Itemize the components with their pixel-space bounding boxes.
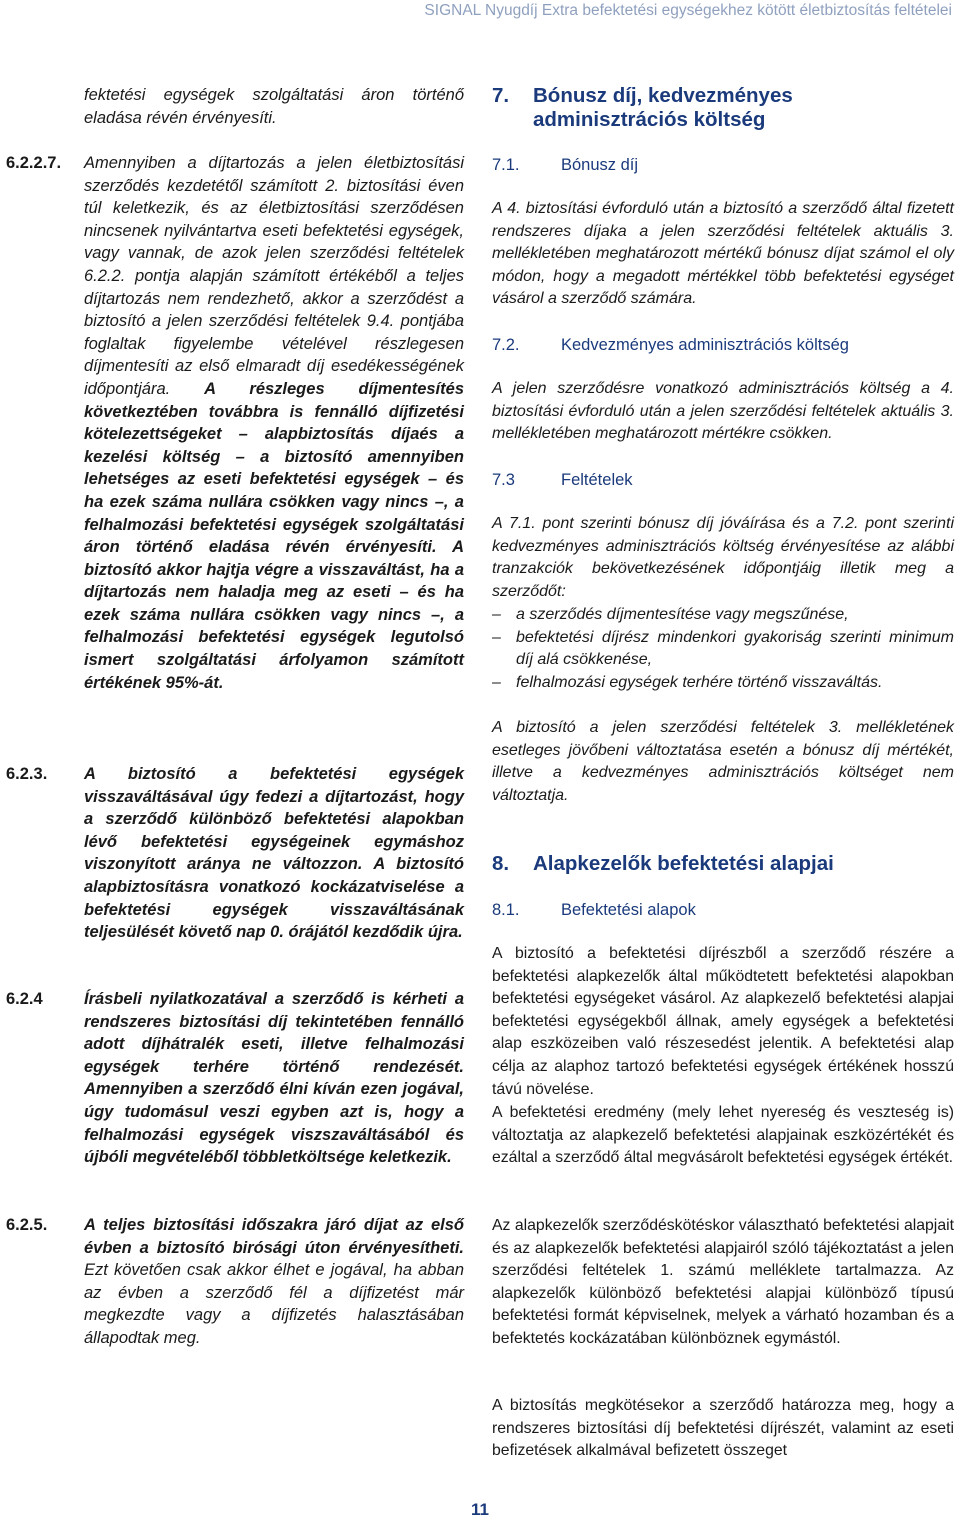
section-7-2-heading <box>492 334 954 356</box>
section-7-heading <box>492 84 954 134</box>
list-item: – a szerződés díjmentesítése vagy megszűnése, <box>492 604 954 627</box>
section-8-1-paragraph-2: A befektetési eredmény (mely lehet nyereség és veszteség is) változtatja az alapkezelő befektetési alapjainak eszközértékét és ezáltal a szerződő által megvásárolt befektetési egységek értékét. <box>492 1104 954 1167</box>
heading-title: Alapkezelők befektetési alapjai <box>533 852 834 875</box>
list-item: – felhalmozási egységek terhére történő visszaváltás. <box>492 672 954 695</box>
section-7-3-closing: A biztosító a jelen szerződési feltételek 3. mellékletének esetleges jövőbeni változtatása esetén a bónusz díj mértékét, illetve a kedvezményes adminisztrációs költséget nem változtatja. <box>492 719 954 804</box>
section-text: A biztosító a befektetési egységek visszaváltásával úgy fedezi a díjtartozást, hogy a szerződő különböző befektetési alapokban lévő befektetési egységeinek egymáshoz viszonyított aránya ne változzon. A biztosító alapbiztosításra vonatkozó kockázatviselése a befektetési egységek visszaváltásának teljesülését követő nap 0. órájától kezdődik újra. <box>84 765 464 942</box>
italic-text: Ezt követően csak akkor élhet e jogával, ha abban az évben a szerződő fél a díjfizetést már megkezdte vagy a díjfizetés halasztásában állapodtak meg. <box>84 1261 464 1347</box>
bold-italic-text: A teljes biztosítási időszakra járó díjat az első évben a biztosító birósági úton érvényesítheti. <box>84 1216 464 1257</box>
section-text <box>84 152 464 694</box>
heading-number: 7. <box>492 84 510 107</box>
section-8-heading <box>492 852 954 878</box>
continuation-paragraph: fektetési egységek szolgáltatási áron történő eladása révén érvényesíti. <box>84 86 464 127</box>
heading-title: Bónusz díj, kedvezményes adminisztrációs költség <box>533 84 793 131</box>
section-number: 6.2.2.7. <box>6 154 62 172</box>
section-text: Írásbeli nyilatkozatával a szerződő is kérheti a rendszeres biztosítási díj tekintetében fennálló adott díjhátralék eseti, illetve felhalmozási egységek terhére történő rendezését. Amennyiben a szerződő élni kíván ezen jogával, úgy tudomásul veszi egyben azt is, hogy a felhalmozási egységek viszszaváltásából és újbóli megvételéből többletköltsége keletkezik. <box>84 990 464 1167</box>
section-8-1-paragraph-1: A biztosító a befektetési díjrészből a szerződő részére a befektetési alapkezelők által működtetett befektetési alapokban befektetési egységeket vásárol. Az alapkezelő befektetési alapjai befektetési egységekből állnak, amely egységek a befektetési alap eszközeiben való részesedést jelentik. A befektetési alap célja az alaphoz tartozó befektetési egységek értékének hosszú távú növelése. <box>492 945 954 1098</box>
heading-number: 7.1. <box>492 156 520 174</box>
section-7-3-intro: A 7.1. pont szerinti bónusz díj jóváírása és a 7.2. pont szerinti kedvezményes adminisztrációs költség érvényesítése az alábbi tranzakciók bekövetkezésének időpontjáig illetik meg a szerződőt: <box>492 515 954 600</box>
section-number: 6.2.5. <box>6 1216 48 1234</box>
heading-title: Feltételek <box>561 471 633 489</box>
heading-number: 8. <box>492 852 510 875</box>
section-8-1-paragraph-4: A biztosítás megkötésekor a szerződő határozza meg, hogy a rendszeres biztosítási díj befektetési díjrészét, valamint az eseti befizetések alkalmával befizetett összeget <box>492 1397 954 1460</box>
bold-italic-text: A részleges díjmentesítés következtében továbbra is fennálló díjfizetési kötelezettségeket – alapbiztosítás díjaés a kezelési költség – a biztosító amennyiben lehetséges az eseti befektetési egységek – és ha ezek száma nullára csökken vagy nincs –, a felhalmozási befektetési egységek szolgáltatási áron történő eladása révén érvényesíti. A biztosító akkor hajtja végre a visszaváltást, ha a díjtartozás nem haladja meg az eseti – és ha ezek száma nullára csökken vagy nincs –, a felhalmozási befektetési egységek legutolsó ismert szolgáltatási árfolyamon számított értékének 95%-át. <box>84 379 464 692</box>
list-item: – befektetési díjrész mindenkori gyakoriság szerinti minimum díj alá csökkenése, <box>492 627 954 672</box>
section-8-1-heading <box>492 899 954 921</box>
section-7-2-text: A jelen szerződésre vonatkozó adminisztrációs költség a 4. biztosítási évforduló után a jelen szerződési feltételek aktuális 3. mellékletében meghatározott mértékre csökken. <box>492 380 954 443</box>
page-number <box>0 1500 960 1520</box>
section-7-1-heading <box>492 154 954 176</box>
section-7-3-heading <box>492 469 954 491</box>
heading-number: 8.1. <box>492 901 520 919</box>
section-7-1-text: A 4. biztosítási évforduló után a biztosító a szerződő által fizetett rendszeres díjaka a jelen szerződési feltételek aktuális 3. mellékletében meghatározott mértékű bónusz díjat számol el oly módon, hogy a megadott mértékkel több befektetési egységet vásárol a szerződő számára. <box>492 200 954 308</box>
heading-title: Kedvezményes adminisztrációs költség <box>561 336 849 354</box>
page-number-text: 11 <box>471 1500 489 1519</box>
italic-text: Amennyiben a díjtartozás a jelen életbiztosítási szerződés kezdetétől számított 2. biztosítási éven túl keletkezik, és az életbiztosítási szerződésen nincsenek nyilvántartva eseti befektetési egységek, vagy vannak, de azok jelen szerződési feltételek 6.2.2. pontja alapján számított értékéből a teljes díjtartozás nem rendezhető, akkor a szerződést a biztosító a jelen szerződési feltételek 9.4. pontjába foglaltak figyelembe vételével részlegesen díjmentesíti az első elmaradt díj esedékességének időpontjára. <box>84 154 464 398</box>
section-number: 6.2.4 <box>6 990 43 1008</box>
heading-title: Befektetési alapok <box>561 901 696 919</box>
section-7-3-list <box>492 604 954 694</box>
running-header: SIGNAL Nyugdíj Extra befektetési egységekhez kötött életbiztosítás feltételei <box>424 2 952 19</box>
section-number: 6.2.3. <box>6 765 48 783</box>
section-text <box>84 1214 464 1350</box>
heading-number: 7.3 <box>492 471 515 489</box>
heading-number: 7.2. <box>492 336 520 354</box>
section-8-1-paragraph-3: Az alapkezelők szerződéskötéskor választható befektetési alapjait és az alapkezelők befektetési alapjairól szóló tájékoztatást a jelen szerződési feltételek 1. számú melléklete tartalmazza. Az alapkezelők különböző befektetési alapjai különböző típusú befektetési formát képviselnek, melyek a várható hozamban és a befektetés kockázatában különböznek egymástól. <box>492 1217 954 1347</box>
heading-title: Bónusz díj <box>561 156 639 174</box>
